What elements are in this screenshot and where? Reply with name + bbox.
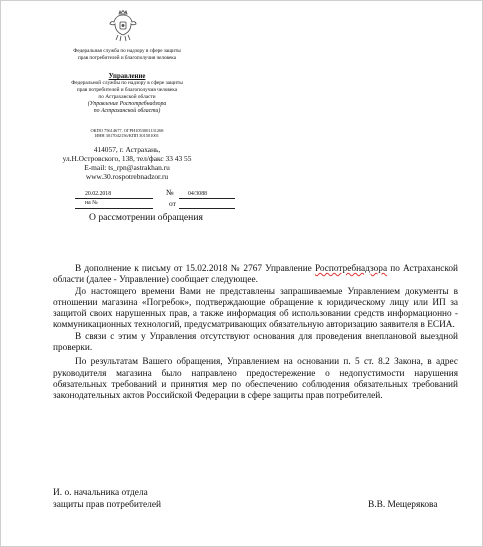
postal-address: 414057, г. Астрахань, <box>93 145 161 154</box>
number-underline <box>179 198 235 199</box>
reference-date-underline <box>179 208 235 209</box>
service-line: Федеральная служба по надзору в сфере защиты <box>73 48 181 54</box>
position-line: И. о. начальника отдела <box>53 488 148 498</box>
letter-date: 20.02.2018 <box>85 191 112 197</box>
letter-subject: О рассмотрении обращения <box>89 212 203 223</box>
registration-codes <box>57 128 197 139</box>
paragraph-text: по Астраханской области (далее - Управление) сообщает следующее. <box>53 264 458 286</box>
paragraph: По результатам Вашего обращения, Управлением на основании п. 5 ст. 8.2 Закона, в адрес руководителя магазина было направлено предостережение о недопустимости нарушения обязательных требований и принятия мер по обеспечению соблюдения обязательных требований законодательных актов Российской Федерации в сфере защиты прав потребителей. <box>53 357 458 402</box>
paragraph: До настоящего времени Вами не представлены запрашиваемые Управлением документы в отношении магазина «Погребок», подтверждающие обращение к юридическому лицу или ИП за защитой своих нарушенных прав, а также информация об использовании средств информационно - коммуникационных технологий, предусматривающих обязательную авторизацию заявителя в ЕСИА. <box>53 286 458 331</box>
reference-number-label: на № <box>85 200 98 206</box>
service-name <box>57 48 197 61</box>
department-line: Федеральной службы по надзору в сфере защиты <box>71 80 183 86</box>
paragraph-text: В дополнение к письму от 15.02.2018 № 2767 Управление <box>75 264 315 274</box>
reference-date-label: от <box>169 199 176 208</box>
department-line: по Астраханской области <box>98 94 156 100</box>
codes-line: ИНН 3017042156/КПП 301501001 <box>95 133 159 139</box>
paragraph: В связи с этим у Управления отсутствуют основания для проведения внеплановой выездной проверки. <box>53 331 458 354</box>
letter-body <box>53 264 458 403</box>
email: E-mail: ts_rpn@astrakhan.ru <box>84 162 170 172</box>
address-block <box>47 146 207 182</box>
paragraph <box>53 264 458 287</box>
spellcheck-word: Роспотребнадзора <box>314 264 388 274</box>
website: www.30.rospotrebnadzor.ru <box>85 171 169 181</box>
date-underline <box>75 198 153 199</box>
letter-number: 04/3088 <box>188 191 208 197</box>
codes-line: ОКПО 75614677, ОГРН1053001131268 <box>90 128 164 133</box>
signatory-position <box>53 487 161 511</box>
reference-number-underline <box>75 208 153 209</box>
department-abbreviation: по Астраханской области) <box>93 108 161 114</box>
department-line: прав потребителей и благополучия человека <box>76 87 178 93</box>
service-line: прав потребителей и благополучия человека <box>77 54 177 61</box>
street-address: ул.Н.Островского, 138, тел/факс 33 43 55 <box>62 153 192 163</box>
position-line: защиты прав потребителей <box>53 500 162 510</box>
department-abbreviation: (Управление Роспотребнадзора <box>87 101 167 107</box>
number-label: № <box>166 188 174 197</box>
department-block <box>57 73 197 115</box>
department-title: Управление <box>108 73 146 80</box>
signatory-name: В.В. Мещерякова <box>368 500 438 510</box>
coat-of-arms-icon <box>108 10 138 42</box>
